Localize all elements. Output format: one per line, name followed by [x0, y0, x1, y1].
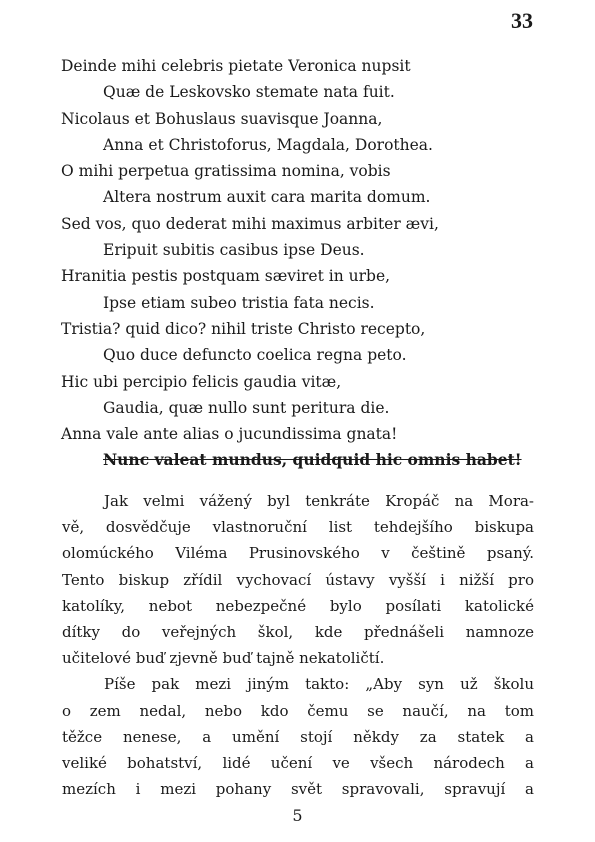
poem-line: Anna vale ante alias o jucundissima gnata! [61, 425, 398, 444]
poem-line: Deinde mihi celebris pietate Veronica nupsit [61, 57, 411, 75]
poem-line: Gaudia, quæ nullo sunt peritura die. [103, 398, 390, 417]
prose-line: učitelové buď zjevně buď tajně nekatoličtí. [62, 649, 385, 668]
poem-line: Altera nostrum auxit cara marita domum. [103, 188, 431, 207]
prose-line: veliké bohatství, lidé učení ve všech národech a [62, 754, 534, 773]
page-number: 33 [511, 8, 533, 33]
printer-signature-mark: 5 [292, 806, 303, 825]
prose-line: Tento biskup zřídil vychovací ústavy vyšší i nižší pro [62, 570, 534, 589]
poem-line: Quo duce defuncto coelica regna peto. [103, 346, 407, 365]
poem-line: Tristia? quid dico? nihil triste Christo recepto, [61, 319, 426, 338]
prose-line: o zem nedal, nebo kdo čemu se naučí, na tom [62, 701, 534, 720]
poem-line: Nicolaus et Bohuslaus suavisque Joanna, [61, 109, 383, 128]
poem-line: O mihi perpetua gratissima nomina, vobis [61, 162, 391, 181]
prose-line: Píše pak mezi jiným takto: „Aby syn už školu [104, 675, 534, 694]
prose-line: vě, dosvědčuje vlastnoruční list tehdejšího biskupa [62, 518, 534, 537]
poem-line: Anna et Christoforus, Magdala, Dorothea. [103, 135, 433, 154]
poem-line: Ipse etiam subeo tristia fata necis. [103, 293, 375, 312]
prose-line: olomúckého Viléma Prusinovského v češtině psaný. [62, 544, 534, 563]
prose-line: mezích i mezi pohany svět spravovali, spravují a [62, 780, 534, 799]
poem-line: Hranitia pestis postquam sæviret in urbe, [61, 267, 391, 286]
poem-line: Quæ de Leskovsko stemate nata fuit. [103, 83, 395, 102]
poem-line: Hic ubi percipio felicis gaudia vitæ, [61, 372, 342, 391]
poem-line: Sed vos, quo dederat mihi maximus arbiter ævi, [61, 214, 439, 233]
poem-line: Eripuit subitis casibus ipse Deus. [103, 241, 365, 260]
poem-line: Nunc valeat mundus, quidquid hic omnis habet! [103, 450, 522, 470]
prose-line: katolíky, nebot nebezpečné bylo posílati katolické [62, 596, 534, 615]
czech-prose-paragraph [62, 488, 534, 802]
prose-line: Jak velmi vážený byl tenkráte Kropáč na Mora- [104, 492, 534, 510]
prose-line: dítky do veřejných škol, kde přednášeli namnoze [62, 623, 534, 642]
latin-epitaph-poem [61, 53, 535, 474]
prose-line: těžce nenese, a umění stojí někdy za statek a [62, 727, 534, 746]
